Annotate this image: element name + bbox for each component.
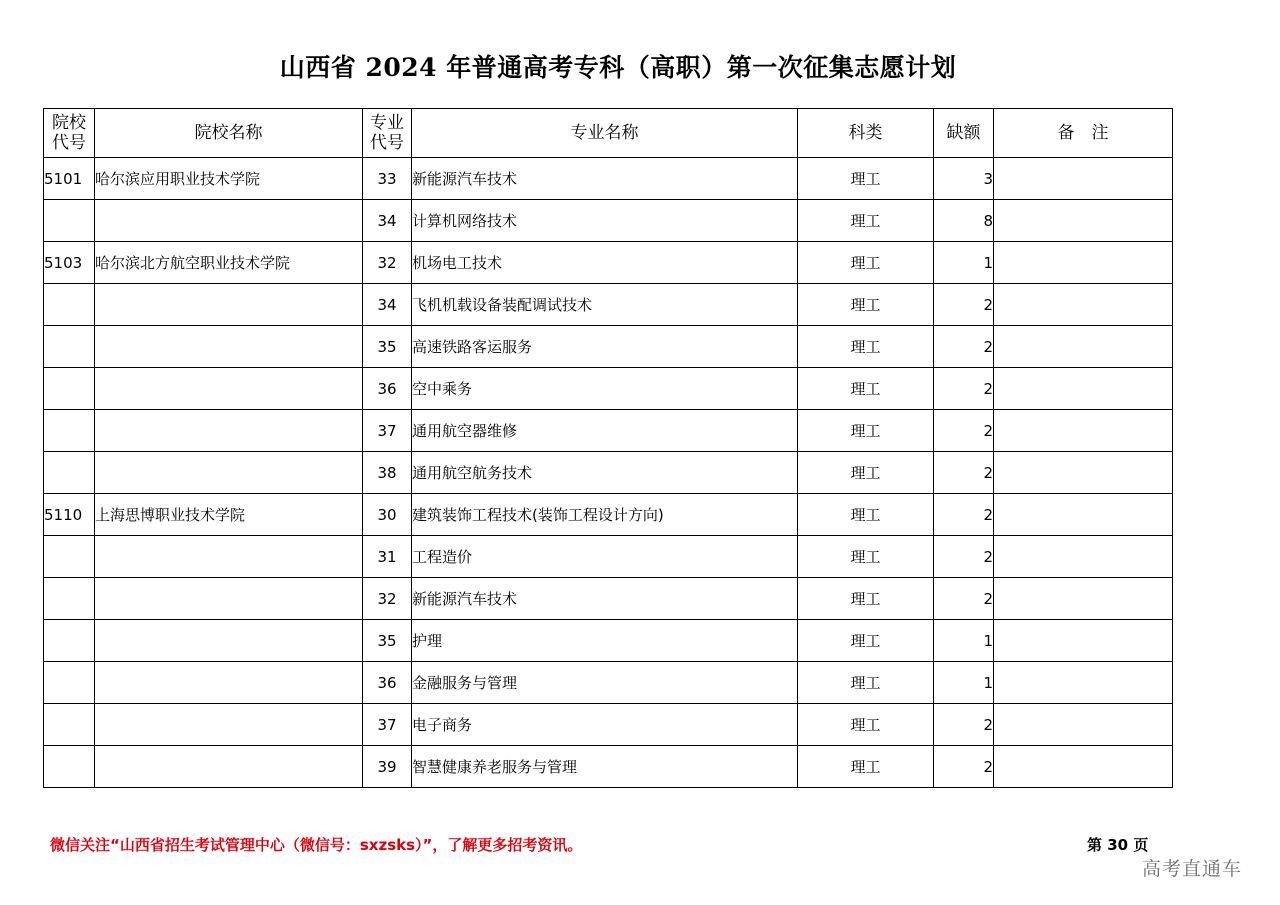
table-row xyxy=(44,410,1173,452)
cell-school-code: 5101 xyxy=(44,158,95,200)
cell-major-code: 38 xyxy=(363,452,412,494)
cell-school-code: 5103 xyxy=(44,242,95,284)
cell-category: 理工 xyxy=(798,242,934,284)
table-row xyxy=(44,452,1173,494)
cell-major-code: 30 xyxy=(363,494,412,536)
footer-wechat-note: 微信关注“山西省招生考试管理中心（微信号：sxzsks）”，了解更多招考资讯。 xyxy=(50,836,583,854)
cell-vacancy: 2 xyxy=(934,410,994,452)
cell-school-name xyxy=(95,620,363,662)
cell-vacancy: 1 xyxy=(934,662,994,704)
cell-school-name xyxy=(95,284,363,326)
cell-major-name: 新能源汽车技术 xyxy=(412,158,798,200)
cell-category: 理工 xyxy=(798,746,934,788)
cell-vacancy: 2 xyxy=(934,326,994,368)
cell-school-code xyxy=(44,620,95,662)
table-header-row xyxy=(44,109,1173,158)
cell-school-name: 哈尔滨北方航空职业技术学院 xyxy=(95,242,363,284)
cell-remark xyxy=(994,368,1173,410)
cell-category: 理工 xyxy=(798,494,934,536)
cell-school-name xyxy=(95,326,363,368)
cell-remark xyxy=(994,158,1173,200)
cell-major-name: 空中乘务 xyxy=(412,368,798,410)
cell-major-code: 35 xyxy=(363,620,412,662)
cell-major-name: 高速铁路客运服务 xyxy=(412,326,798,368)
cell-remark xyxy=(994,326,1173,368)
cell-major-name: 护理 xyxy=(412,620,798,662)
cell-major-code: 36 xyxy=(363,368,412,410)
cell-school-code xyxy=(44,452,95,494)
header-category: 科类 xyxy=(798,109,934,158)
cell-school-name xyxy=(95,200,363,242)
cell-school-name xyxy=(95,662,363,704)
cell-remark xyxy=(994,494,1173,536)
cell-school-code xyxy=(44,200,95,242)
table-row xyxy=(44,158,1173,200)
table-row xyxy=(44,368,1173,410)
cell-category: 理工 xyxy=(798,200,934,242)
table-row xyxy=(44,284,1173,326)
cell-vacancy: 1 xyxy=(934,242,994,284)
cell-remark xyxy=(994,410,1173,452)
cell-category: 理工 xyxy=(798,410,934,452)
cell-school-name xyxy=(95,410,363,452)
cell-major-name: 飞机机载设备装配调试技术 xyxy=(412,284,798,326)
cell-category: 理工 xyxy=(798,284,934,326)
cell-remark xyxy=(994,578,1173,620)
cell-school-code xyxy=(44,536,95,578)
table-row xyxy=(44,746,1173,788)
cell-category: 理工 xyxy=(798,452,934,494)
cell-major-name: 通用航空航务技术 xyxy=(412,452,798,494)
table-row xyxy=(44,536,1173,578)
header-major-name: 专业名称 xyxy=(412,109,798,158)
cell-major-code: 37 xyxy=(363,410,412,452)
cell-category: 理工 xyxy=(798,158,934,200)
cell-vacancy: 2 xyxy=(934,494,994,536)
cell-vacancy: 2 xyxy=(934,368,994,410)
cell-school-code xyxy=(44,284,95,326)
cell-school-name: 上海思博职业技术学院 xyxy=(95,494,363,536)
cell-vacancy: 2 xyxy=(934,746,994,788)
cell-vacancy: 1 xyxy=(934,620,994,662)
cell-school-name xyxy=(95,452,363,494)
cell-school-name xyxy=(95,536,363,578)
cell-school-code xyxy=(44,746,95,788)
cell-major-name: 计算机网络技术 xyxy=(412,200,798,242)
cell-major-name: 机场电工技术 xyxy=(412,242,798,284)
cell-school-name: 哈尔滨应用职业技术学院 xyxy=(95,158,363,200)
page-title: 山西省 2024 年普通高考专科（高职）第一次征集志愿计划 xyxy=(279,53,957,82)
table-row xyxy=(44,242,1173,284)
watermark: 高考直通车 xyxy=(1142,858,1243,880)
cell-major-name: 新能源汽车技术 xyxy=(412,578,798,620)
cell-school-code xyxy=(44,578,95,620)
table-row xyxy=(44,578,1173,620)
cell-major-code: 36 xyxy=(363,662,412,704)
cell-category: 理工 xyxy=(798,368,934,410)
cell-major-name: 金融服务与管理 xyxy=(412,662,798,704)
cell-remark xyxy=(994,200,1173,242)
cell-remark xyxy=(994,620,1173,662)
cell-school-name xyxy=(95,704,363,746)
cell-major-code: 32 xyxy=(363,578,412,620)
table-row xyxy=(44,200,1173,242)
cell-school-code: 5110 xyxy=(44,494,95,536)
cell-category: 理工 xyxy=(798,536,934,578)
cell-remark xyxy=(994,662,1173,704)
cell-major-code: 39 xyxy=(363,746,412,788)
cell-vacancy: 2 xyxy=(934,452,994,494)
cell-major-code: 32 xyxy=(363,242,412,284)
table-row xyxy=(44,662,1173,704)
cell-major-code: 35 xyxy=(363,326,412,368)
header-school-code: 院校代号 xyxy=(44,109,95,158)
cell-remark xyxy=(994,746,1173,788)
cell-school-code xyxy=(44,368,95,410)
cell-major-code: 37 xyxy=(363,704,412,746)
header-school-name: 院校名称 xyxy=(95,109,363,158)
table-row xyxy=(44,326,1173,368)
header-vacancy: 缺额 xyxy=(934,109,994,158)
cell-major-code: 31 xyxy=(363,536,412,578)
table-row xyxy=(44,494,1173,536)
cell-major-name: 电子商务 xyxy=(412,704,798,746)
cell-category: 理工 xyxy=(798,326,934,368)
enrollment-plan-table xyxy=(43,108,1173,788)
cell-major-code: 33 xyxy=(363,158,412,200)
cell-school-code xyxy=(44,326,95,368)
cell-remark xyxy=(994,284,1173,326)
cell-major-name: 智慧健康养老服务与管理 xyxy=(412,746,798,788)
page-number: 第 30 页 xyxy=(1087,836,1149,854)
cell-category: 理工 xyxy=(798,704,934,746)
header-major-code: 专业代号 xyxy=(363,109,412,158)
cell-category: 理工 xyxy=(798,620,934,662)
cell-vacancy: 8 xyxy=(934,200,994,242)
cell-major-code: 34 xyxy=(363,200,412,242)
cell-remark xyxy=(994,704,1173,746)
cell-school-code xyxy=(44,704,95,746)
cell-vacancy: 3 xyxy=(934,158,994,200)
cell-remark xyxy=(994,242,1173,284)
cell-school-name xyxy=(95,746,363,788)
cell-school-name xyxy=(95,368,363,410)
cell-school-code xyxy=(44,662,95,704)
cell-vacancy: 2 xyxy=(934,578,994,620)
cell-major-name: 通用航空器维修 xyxy=(412,410,798,452)
cell-vacancy: 2 xyxy=(934,704,994,746)
header-remark: 备 注 xyxy=(994,109,1173,158)
cell-category: 理工 xyxy=(798,662,934,704)
cell-major-name: 建筑装饰工程技术(装饰工程设计方向) xyxy=(412,494,798,536)
cell-vacancy: 2 xyxy=(934,536,994,578)
table-row xyxy=(44,620,1173,662)
cell-major-code: 34 xyxy=(363,284,412,326)
cell-remark xyxy=(994,452,1173,494)
cell-school-code xyxy=(44,410,95,452)
cell-remark xyxy=(994,536,1173,578)
table-row xyxy=(44,704,1173,746)
cell-category: 理工 xyxy=(798,578,934,620)
cell-vacancy: 2 xyxy=(934,284,994,326)
cell-major-name: 工程造价 xyxy=(412,536,798,578)
cell-school-name xyxy=(95,578,363,620)
